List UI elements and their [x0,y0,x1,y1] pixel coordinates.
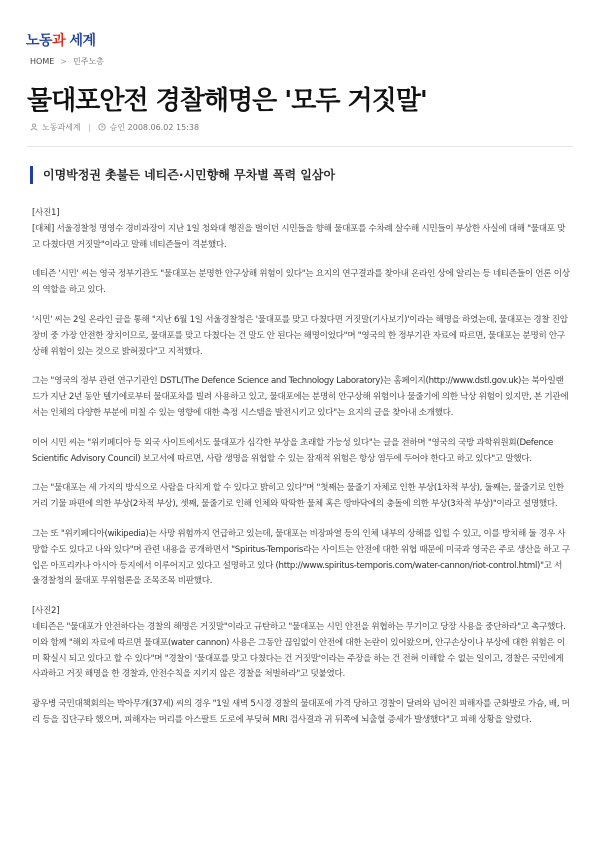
page-title: 물대포안전 경찰해명은 '모두 거짓말' [27,86,427,116]
breadcrumb [30,56,104,67]
paragraph: 이어 시민 씨는 "위키페디아 등 외국 사이트에서도 물대포가 심각한 부상을 초래할 가능성 있다"는 글을 전하며 "영국의 국방 과학위원회(Defence Scientific Advisory Council) 보고서에 따르면, 사람 생명을 위협할 수 있는 잠재적 위험은 항상 염두에 두어야 한다고 하고 있다"고 말했다. [32,437,554,464]
logo-text-part2: 과 [52,33,66,49]
article-subheading: 이명박정권 촛불든 네티즌·시민향해 무차별 폭력 일삼아 [30,166,583,184]
title-divider [27,146,573,147]
paragraph: 그는 "물대포는 세 가지의 방식으로 사람을 다치게 할 수 있다고 밝히고 있다"며 "첫째는 물줄기 자체로 인한 부상(1차적 부상), 둘째는, 물줄기로 인한 거리 기물 파편에 의한 부상(2차적 부상), 셋째, 물줄기로 인해 인체와 딱딱한 물체 혹은 땅바닥에의 충돌에 의한 부상(3차적 부상)"이라고 설명했다. [32,483,564,510]
paragraph-text: 네티즌은 "물대포가 안전하다는 경찰의 해명은 거짓말"이라고 규탄하고 "물대포는 시민 안전을 위협하는 무기이고 당장 사용을 중단하라"고 촉구했다. 이와 함께 "해외 자료에 따르면 물대포(water cannon) 사용은 그동안 끊임없이 안전에 대한 논란이 있어왔으며, 안구손상이나 부상에 대한 위험은 이미 확실시 되고 있다고 할 수 있다"며 "경찰이 '물대포를 맞고 다쳤다는 건 거짓말'이라는 주장을 하는 건 전혀 이해할 수 없는 일이고, 경찰은 국민에게 사과하고 거짓 해명을 한 경찰과, 안전수칙을 지키지 않은 경찰을 처벌하라"고 덧붙였다. [32,621,566,680]
paragraph [32,604,570,683]
photo-caption-tag: [사진2] [32,606,60,617]
logo-text-part1: 노동 [26,33,53,49]
article-date: 승인 2008.06.02 15:38 [109,123,200,132]
paragraph-text: [대체] 서울경찰청 명영수 경비과장이 지난 1일 청와대 행진을 벌이던 시민들을 향해 물대포를 수차례 살수해 시민들이 부상한 사실에 대해 "물대포 맞고 다쳤다면 거짓말"이라고 말해 네티즌들이 격분했다. [32,223,566,250]
paragraph: 네티즌 '시민' 씨는 영국 정부기관도 "물대포는 분명한 안구상해 위험이 있다"는 요지의 연구결과를 찾아내 온라인 상에 알리는 등 네티즌들이 언론 이상의 역할을 하고 있다. [32,269,570,296]
meta-divider [89,124,90,132]
article-meta [30,122,199,133]
chevron-right-icon: > [60,57,67,66]
article-body [32,206,570,743]
paragraph: '시민' 씨는 2일 온라인 글을 통해 "지난 6월 1일 서울경찰청은 '물대포를 맞고 다쳤다면 거짓말(기사보기)'이라는 해명을 하였는데, 물대포는 경찰 진압 장비 중 가장 안전한 장치이므로, 물대포를 맞고 다쳤다는 건 말도 안 된다는 해명이었다"며 "영국의 한 정부기관 자료에 따르면, 물대포는 분명히 안구상해 위험이 있는 것으로 밝혀졌다"고 지적했다. [32,314,568,357]
photo-caption-tag: [사진1] [32,208,60,218]
logo-text-part3: 세계 [65,33,96,49]
clock-icon [98,123,106,133]
paragraph: 그는 "영국의 정부 관련 연구기관인 DSTL(The Defence Science and Technology Laboratory)는 홈페이지(http://www.dstl.gov.uk)는 북아일랜드가 지난 2년 동안 텔기에로부터 물대포차를 빌려 사용하고 있고, 물대포에는 분명히 안구상해 위험이나 물줄기에 의한 낙상 위험이 있지만, 본 기관에서는 인체의 다양한 부분에 미칠 수 있는 영향에 대한 측정 시스템을 발전시키고 있다"는 요지의 글을 찾아내 소개했다. [32,376,569,418]
breadcrumb-home[interactable]: HOME [30,57,55,66]
breadcrumb-section[interactable]: 민주노총 [72,57,104,66]
site-logo[interactable] [26,30,96,50]
paragraph [32,206,570,253]
article-author[interactable]: 노동과세계 [42,123,81,132]
paragraph: 그는 또 "위키페디아(wikipedia)는 사망 위험까지 언급하고 있는데, 물대포는 비장파열 등의 인체 내부의 상해를 입힐 수 있고, 이를 방치해 둘 경우 사망할 수도 있다고 나와 있다"며 관련 내용을 공개하면서 "Spiritus-Temporis라는 사이트는 안전에 대한 위협 때문에 미국과 영국은 주로 생산을 하고 구입은 아프리카나 아시아 등지에서 이루어지고 있다고 설명하고 있다 (http://www.spiritus-temporis.com/water-cannon/riot-control.html)"고 서울경찰청의 물대포 무위험론을 조목조목 비판했다. [32,528,570,587]
user-icon [30,123,38,133]
paragraph: 광우병 국민대책회의는 박아무개(37세) 씨의 경우 "1일 새벽 5시경 경찰의 물대포에 가격 당하고 경찰이 달려와 넘어진 피해자를 군화발로 가슴, 배, 머리 등을 집단구타 했으며, 피해자는 머리를 아스팔트 도로에 부딪혀 MRI 검사결과 귀 뒤쪽에 뇌출혈 증세가 발생했다"고 피해 상황을 알렸다. [32,699,570,725]
